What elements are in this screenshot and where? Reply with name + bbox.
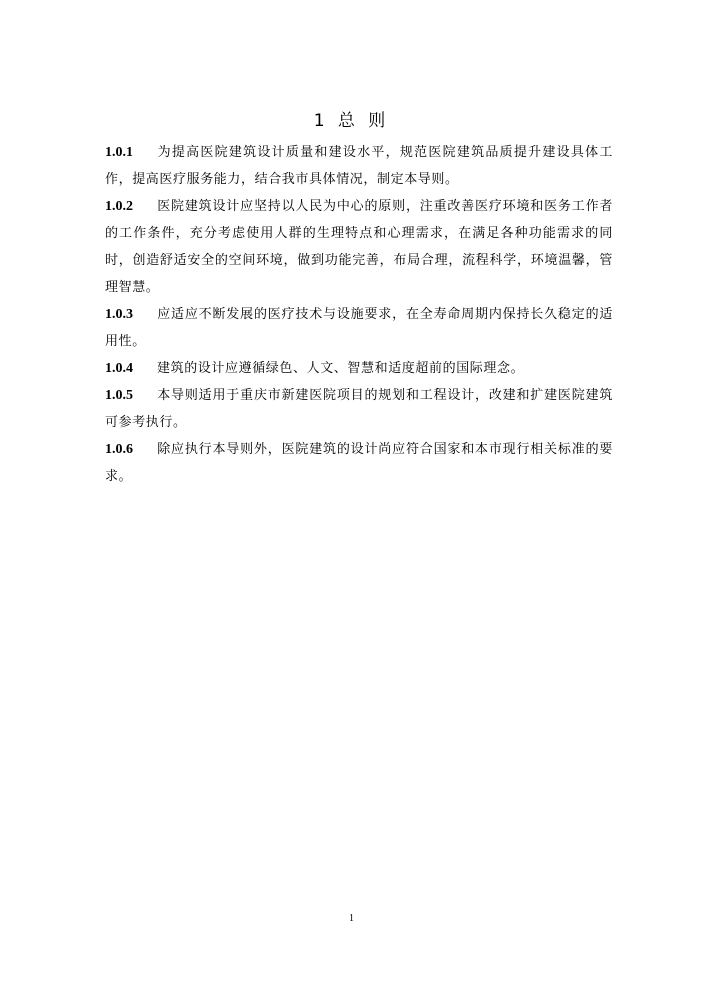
chapter-title: 1 总 则 bbox=[313, 111, 390, 131]
clause-1-0-2 bbox=[105, 193, 613, 301]
clause-number: 1.0.5 bbox=[105, 388, 133, 403]
clause-number: 1.0.4 bbox=[105, 361, 133, 376]
clause-1-0-1 bbox=[105, 139, 613, 193]
clause-1-0-5 bbox=[105, 382, 613, 436]
clause-text: 为提高医院建筑设计质量和建设水平，规范医院建筑品质提升建设具体工作，提高医疗服务能力，结合我市具体情况，制定本导则。 bbox=[105, 145, 613, 187]
clause-number: 1.0.3 bbox=[105, 307, 133, 322]
clause-text: 应适应不断发展的医疗技术与设施要求，在全寿命周期内保持长久稳定的适用性。 bbox=[105, 307, 613, 349]
clause-text: 除应执行本导则外，医院建筑的设计尚应符合国家和本市现行相关标准的要求。 bbox=[105, 442, 613, 484]
clause-number: 1.0.6 bbox=[105, 442, 133, 457]
clause-number: 1.0.1 bbox=[105, 145, 133, 160]
clause-text: 建筑的设计应遵循绿色、人文、智慧和适度超前的国际理念。 bbox=[157, 361, 525, 376]
clause-1-0-3 bbox=[105, 301, 613, 355]
clause-1-0-4 bbox=[105, 355, 613, 382]
clause-1-0-6 bbox=[105, 436, 613, 490]
clause-text: 本导则适用于重庆市新建医院项目的规划和工程设计，改建和扩建医院建筑可参考执行。 bbox=[105, 388, 613, 430]
clause-number: 1.0.2 bbox=[105, 199, 133, 214]
clause-list bbox=[105, 139, 613, 490]
page-number: 1 bbox=[349, 913, 354, 924]
clause-text: 医院建筑设计应坚持以人民为中心的原则，注重改善医疗环境和医务工作者的工作条件，充分考虑使用人群的生理特点和心理需求，在满足各种功能需求的同时，创造舒适安全的空间环境，做到功能完善，布局合理，流程科学，环境温馨，管理智慧。 bbox=[105, 199, 613, 295]
